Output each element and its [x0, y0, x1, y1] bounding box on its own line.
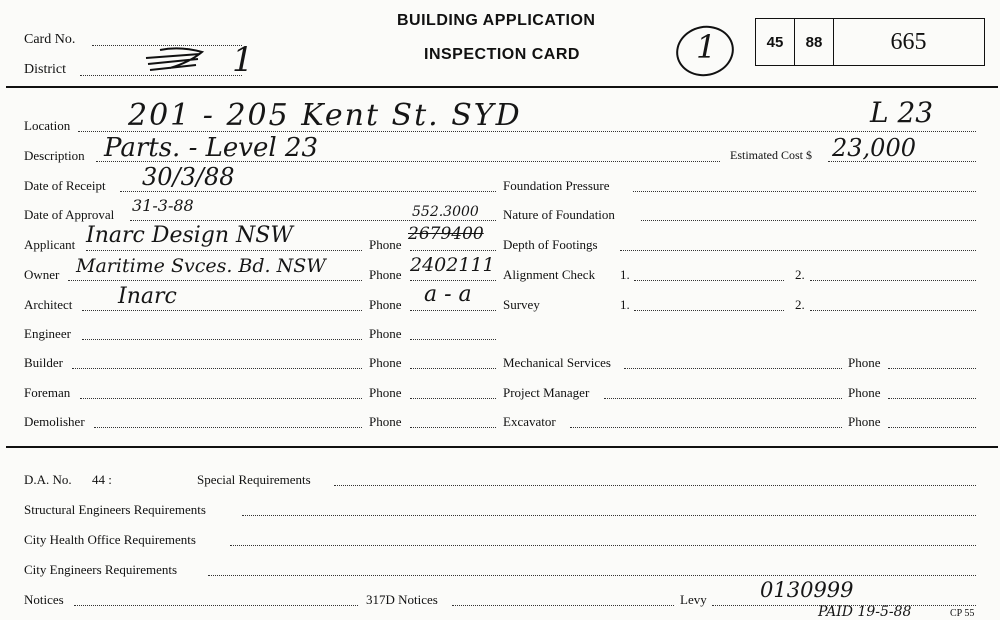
date-of-receipt-value: 30/3/88 [142, 163, 235, 191]
foreman-phone-label: Phone [369, 385, 402, 400]
special-requirements-label: Special Requirements [197, 472, 311, 487]
applicant-phone-value: 2679400 [408, 224, 484, 244]
structural-engineers-line [242, 515, 976, 516]
excavator-phone-label: Phone [848, 414, 881, 429]
applicant-value: Inarc Design NSW [86, 223, 293, 248]
builder-line [72, 368, 362, 369]
da-no-label: D.A. No. [24, 472, 72, 487]
date-of-approval-value: 31-3-88 [132, 196, 194, 215]
card-number-year-prefix: 45 [756, 19, 795, 65]
date-of-receipt-line [120, 191, 496, 192]
owner-label: Owner [24, 267, 60, 282]
date-of-approval-line [130, 220, 496, 221]
foreman-line [80, 398, 362, 399]
engineer-line [82, 339, 362, 340]
applicant-phone-line [410, 250, 496, 251]
location-ref-value: L 23 [870, 96, 934, 129]
card-number-serial: 665 [890, 28, 927, 55]
da-no-value: 44 : [92, 472, 112, 487]
estimated-cost-value: 23,000 [832, 134, 916, 162]
survey-label: Survey [503, 297, 540, 312]
city-health-label: City Health Office Requirements [24, 532, 196, 547]
foundation-pressure-line [633, 191, 976, 192]
architect-value: Inarc [118, 284, 177, 309]
survey-1-label: 1. [620, 297, 630, 312]
header-rule [6, 86, 998, 88]
district-value: 1 [232, 40, 254, 80]
architect-label: Architect [24, 297, 73, 312]
architect-phone-value: a - a [424, 282, 472, 307]
demolisher-phone-line [410, 427, 496, 428]
applicant-label: Applicant [24, 237, 76, 252]
district-scribble-icon [140, 44, 220, 74]
special-requirements-line [334, 485, 976, 486]
nature-of-foundation-line [641, 220, 976, 221]
alignment-check-label: Alignment Check [503, 267, 596, 282]
owner-phone-label: Phone [369, 267, 402, 282]
excavator-phone-line [888, 427, 976, 428]
approval-reference-value: 552.3000 [412, 204, 479, 220]
date-of-approval-label: Date of Approval [24, 207, 115, 222]
engineer-phone-line [410, 339, 496, 340]
excavator-label: Excavator [503, 414, 556, 429]
project-manager-label: Project Manager [503, 385, 590, 400]
project-manager-line [604, 398, 842, 399]
location-value: 201 - 205 Kent St. SYD [128, 98, 522, 133]
architect-line [82, 310, 362, 311]
circled-number-value: 1 [696, 28, 717, 66]
demolisher-phone-label: Phone [369, 414, 402, 429]
demolisher-line [94, 427, 362, 428]
survey-2-line [810, 310, 976, 311]
depth-of-footings-line [620, 250, 976, 251]
demolisher-label: Demolisher [24, 414, 85, 429]
foundation-pressure-label: Foundation Pressure [503, 178, 610, 193]
title-line-2: INSPECTION CARD [424, 46, 580, 63]
title-line-1: BUILDING APPLICATION [397, 12, 596, 29]
notices-317d-line [452, 605, 674, 606]
district-label: District [24, 62, 66, 77]
alignment-check-2-line [810, 280, 976, 281]
notices-line [74, 605, 358, 606]
description-value: Parts. - Level 23 [104, 133, 319, 163]
city-engineers-label: City Engineers Requirements [24, 562, 178, 577]
location-label: Location [24, 118, 71, 133]
mechanical-services-line [624, 368, 842, 369]
levy-value: 0130999 [760, 578, 854, 602]
excavator-line [570, 427, 842, 428]
owner-phone-line [410, 280, 496, 281]
applicant-phone-label: Phone [369, 237, 402, 252]
alignment-check-2-label: 2. [795, 267, 805, 282]
levy-label: Levy [680, 592, 707, 607]
form-code: CP 55 [950, 608, 975, 619]
description-label: Description [24, 148, 85, 163]
builder-label: Builder [24, 355, 63, 370]
owner-value: Maritime Svces. Bd. NSW [76, 255, 326, 277]
builder-phone-label: Phone [369, 355, 402, 370]
district-line [80, 75, 242, 76]
depth-of-footings-label: Depth of Footings [503, 237, 598, 252]
notices-317d-label: 317D Notices [366, 592, 438, 607]
notices-label: Notices [24, 592, 64, 607]
applicant-line [86, 250, 362, 251]
architect-phone-label: Phone [369, 297, 402, 312]
card-no-label: Card No. [24, 32, 76, 47]
mechanical-services-label: Mechanical Services [503, 355, 611, 370]
nature-of-foundation-label: Nature of Foundation [503, 207, 615, 222]
architect-phone-line [410, 310, 496, 311]
city-health-line [230, 545, 976, 546]
owner-line [68, 280, 362, 281]
owner-phone-value: 2402111 [410, 254, 495, 276]
project-manager-phone-label: Phone [848, 385, 881, 400]
date-of-receipt-label: Date of Receipt [24, 178, 106, 193]
survey-1-line [634, 310, 784, 311]
mechanical-services-phone-line [888, 368, 976, 369]
card-number-year: 88 [795, 19, 834, 65]
mechanical-services-phone-label: Phone [848, 355, 881, 370]
alignment-check-1-label: 1. [620, 267, 630, 282]
builder-phone-line [410, 368, 496, 369]
engineer-phone-label: Phone [369, 326, 402, 341]
engineer-label: Engineer [24, 326, 71, 341]
middle-rule [6, 446, 998, 448]
project-manager-phone-line [888, 398, 976, 399]
alignment-check-1-line [634, 280, 784, 281]
paid-stamp-value: PAID 19-5-88 [818, 604, 912, 620]
city-engineers-line [208, 575, 976, 576]
estimated-cost-label: Estimated Cost $ [730, 148, 812, 162]
foreman-phone-line [410, 398, 496, 399]
structural-engineers-label: Structural Engineers Requirements [24, 502, 206, 517]
foreman-label: Foreman [24, 385, 71, 400]
survey-2-label: 2. [795, 297, 805, 312]
card-number-box [755, 18, 985, 66]
